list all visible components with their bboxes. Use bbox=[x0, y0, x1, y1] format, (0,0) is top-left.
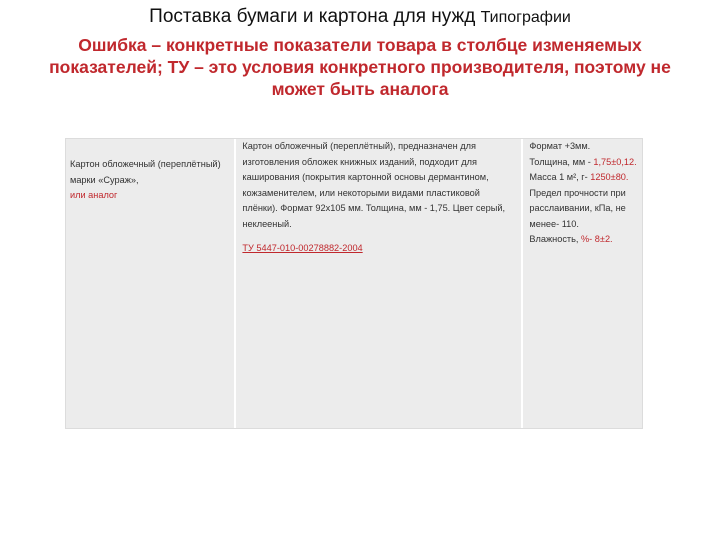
table-cell-product-name bbox=[66, 139, 236, 428]
param-mass bbox=[529, 170, 638, 186]
param-thickness-value: 1,75±0,12. bbox=[593, 156, 637, 167]
param-humidity bbox=[529, 232, 638, 248]
param-mass-label: Масса 1 м², г- bbox=[529, 172, 591, 182]
param-humidity-label: Влажность, bbox=[529, 234, 582, 244]
table-cell-parameters bbox=[523, 139, 642, 428]
table-cell-description bbox=[236, 139, 523, 428]
param-thickness bbox=[529, 155, 638, 171]
product-table bbox=[65, 138, 643, 429]
error-subtitle: Ошибка – конкретные показатели товара в столбце изменяемых показателей; ТУ – это условия конкретного производителя, поэтому не может быть аналога bbox=[49, 35, 671, 99]
page-title bbox=[0, 6, 720, 28]
spec-link[interactable]: ТУ 5447-010-00278882-2004 bbox=[242, 243, 363, 253]
param-format: Формат +3мм. bbox=[529, 141, 591, 151]
title-small: Типографии bbox=[480, 9, 571, 26]
param-humidity-value: %- 8±2. bbox=[581, 234, 613, 244]
product-name-text: Картон обложечный (переплётный) марки «Сураж», bbox=[70, 159, 221, 185]
description-text: Картон обложечный (переплётный), предназначен для изготовления обложек книжных изданий, подходит для каширования (покрытия картонной основы дермантином, кожзаменителем, или некоторыми видами пластиковой плёнки). Формат 92х105 мм. Толщина, мм - 1,75. Цвет серый, неклееный. bbox=[242, 141, 506, 229]
param-mass-value: 1250±80. bbox=[590, 172, 629, 182]
param-strength: Предел прочности при расслаивании, кПа, не менее- 110. bbox=[529, 187, 626, 229]
param-thickness-label: Толщина, мм - bbox=[529, 156, 594, 167]
product-analog-text: или аналог bbox=[70, 190, 118, 200]
title-main: Поставка бумаги и картона для нужд bbox=[149, 6, 481, 27]
